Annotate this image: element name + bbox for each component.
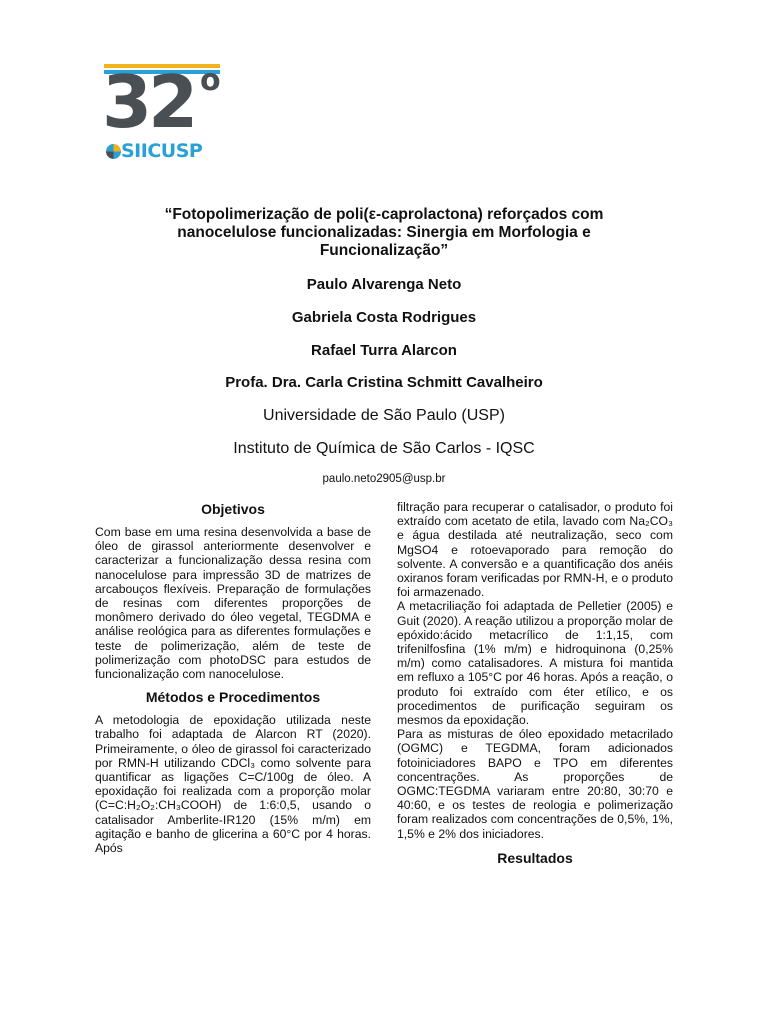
affiliation-university: Universidade de São Paulo (USP) <box>263 407 505 424</box>
author-1: Paulo Alvarenga Neto <box>306 276 462 293</box>
metodos-text-left: A metodologia de epoxidação utilizada neste trabalho foi adaptada de Alarcon RT (2020). Primeiramente, o óleo de girassol foi caracterizado por RMN-H utilizando CDCl₃ como solvente para quantificar as ligações C=C/100g de óleo. A epoxidação foi realizada com a proporção molar (C=C:H₂O₂:CH₃COOH) de 1:6:0,5, usando o catalisador Amberlite-IR120 (15% m/m) em agitação e banho de glicerina a 60°C por 4 horas. Após <box>95 713 371 856</box>
logo-brand-usp: USP <box>160 140 203 162</box>
logo-brand <box>106 140 202 162</box>
logo-edition-number: 32 <box>102 60 195 144</box>
objetivos-text: Com base em uma resina desenvolvida a base de óleo de girassol anteriormente desenvolver e caracterizar a funcionalização dessa resina com nanocelulose para impressão 3D de matrizes de arcabouços flexíveis. Preparação de formulações de resinas com diferentes proporções de monômero derivado do óleo vegetal, TEGDMA e análise reológica para as diferentes formulações e teste de polimerização, além de teste de polimerização com photoDSC para estudos de funcionalização com nanocelulose. <box>95 525 371 682</box>
right-column <box>397 500 673 867</box>
metodos-text-right-2: A metacriliação foi adaptada de Pelletier (2005) e Guit (2020). A reação utilizou a proporção molar de epóxido:ácido metacrílico de 1:1,15, com trifenilfosfina (1% m/m) e hidroquinona (0,25% m/m) como catalisadores. A mistura foi mantida em refluxo a 105°C por 46 horas. Após a reação, o produto foi extraído com éter etílico, e os procedimentos de purificação seguiram os mesmos da epoxidação. <box>397 599 673 728</box>
author-4: Profa. Dra. Carla Cristina Schmitt Cavalheiro <box>225 374 543 391</box>
heading-metodos: Métodos e Procedimentos <box>145 689 321 706</box>
author-3: Rafael Turra Alarcon <box>311 342 457 359</box>
author-email: paulo.neto2905@usp.br <box>322 473 446 485</box>
heading-resultados: Resultados <box>497 849 573 866</box>
logo-brand-siic: SIIC <box>121 140 161 162</box>
metodos-text-right-3: Para as misturas de óleo epoxidado metacrilado (OGMC) e TEGDMA, foram adicionados fotoiniciadores BAPO e TPO em diferentes concentrações. As proporções de OGMC:TEGDMA variaram entre 20:80, 30:70 e 40:60, e os testes de reologia e polimerização foram realizados com concentrações de 0,5%, 1%, 1,5% e 2% dos iniciadores. <box>397 727 673 841</box>
metodos-text-right-1: filtração para recuperar o catalisador, o produto foi extraído com acetato de etila, lavado com Na₂CO₃ e água destilada até neutralização, seco com MgSO4 e rotoevaporado para remoção do solvente. A conversão e a quantificação dos anéis oxiranos foram verificadas por RMN-H, e o produto foi armazenado. <box>397 500 673 600</box>
paper-title: “Fotopolimerização de poli(ε-caprolactona) reforçados com nanocelulose funcionalizadas: Sinergia em Morfologia e Funcionalização” <box>164 206 604 259</box>
logo-degree-mark: o <box>200 63 221 98</box>
left-column <box>95 500 371 855</box>
author-2: Gabriela Costa Rodrigues <box>291 309 477 326</box>
affiliation-institute: Instituto de Química de São Carlos - IQSC <box>233 440 535 457</box>
siicusp-logo <box>102 60 224 164</box>
heading-objetivos: Objetivos <box>201 501 265 517</box>
